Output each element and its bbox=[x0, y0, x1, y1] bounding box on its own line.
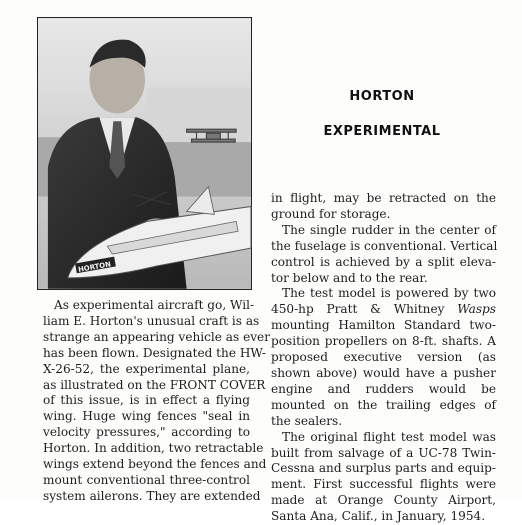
text-line: As experimental aircraft go, Wil- bbox=[54, 298, 255, 312]
model-label-text: HORTON bbox=[77, 260, 112, 274]
text-line: engine and rudders would be bbox=[271, 381, 496, 396]
text-line: ment. First successful flights were bbox=[271, 477, 496, 492]
text-line: has been flown. Designated the HW- bbox=[43, 345, 267, 360]
text-line: ground for storage. bbox=[271, 206, 391, 221]
right-column-text bbox=[271, 191, 496, 525]
text-fragment: 450-hp Pratt & Whitney bbox=[271, 302, 458, 317]
article-photo bbox=[37, 17, 252, 290]
text-line: liam E. Horton's unusual craft is as bbox=[43, 313, 260, 328]
text-line: wings extend beyond the fences and bbox=[43, 457, 267, 472]
article-heading-line2: EXPERIMENTAL bbox=[323, 124, 441, 139]
text-line: shown above) would have a pusher bbox=[271, 365, 496, 380]
text-line: made at Orange County Airport, bbox=[271, 493, 496, 508]
text-line: The test model is powered by two bbox=[282, 286, 496, 301]
text-line: the fuselage is conventional. Vertical bbox=[271, 238, 498, 253]
text-line: Cessna and surplus parts and equip- bbox=[271, 461, 496, 476]
text-line: the sealers. bbox=[271, 413, 343, 428]
text-line: built from salvage of a UC-78 Twin- bbox=[271, 445, 496, 460]
text-line: mounted on the trailing edges of bbox=[271, 397, 496, 412]
text-line: of this issue, is in effect a flying bbox=[43, 393, 250, 408]
text-line: velocity pressures," according to bbox=[43, 425, 250, 440]
text-line: X-26-52, the experimental plane, bbox=[43, 361, 250, 376]
left-column-text bbox=[43, 298, 270, 505]
italic-word-wasps: Wasps bbox=[457, 302, 496, 317]
text-line: control is achieved by a split eleva- bbox=[271, 254, 496, 269]
text-line: Santa Ana, Calif., in January, 1954. bbox=[271, 509, 486, 524]
text-line: Horton. In addition, two retractable bbox=[43, 441, 264, 456]
text-line: The single rudder in the center of bbox=[282, 222, 496, 237]
text-line: system ailerons. They are extended bbox=[43, 488, 261, 503]
text-line: tor below and to the rear. bbox=[271, 270, 428, 285]
text-line: as illustrated on the FRONT COVER bbox=[43, 377, 266, 392]
text-line: proposed executive version (as bbox=[271, 350, 496, 365]
photo-illustration bbox=[38, 18, 251, 289]
text-line: strange an appearing vehicle as ever bbox=[43, 329, 270, 344]
text-line-with-italic bbox=[271, 302, 496, 318]
text-line: in flight, may be retracted on the bbox=[271, 191, 496, 205]
text-line: mount conventional three-control bbox=[43, 472, 250, 487]
text-line: wing. Huge wing fences "seal in bbox=[43, 409, 250, 424]
text-line: The original flight test model was bbox=[282, 429, 496, 444]
article-heading-line1: HORTON bbox=[349, 89, 415, 104]
text-line: mounting Hamilton Standard two- bbox=[271, 318, 496, 333]
text-line: position propellers on 8-ft. shafts. A bbox=[271, 334, 496, 349]
